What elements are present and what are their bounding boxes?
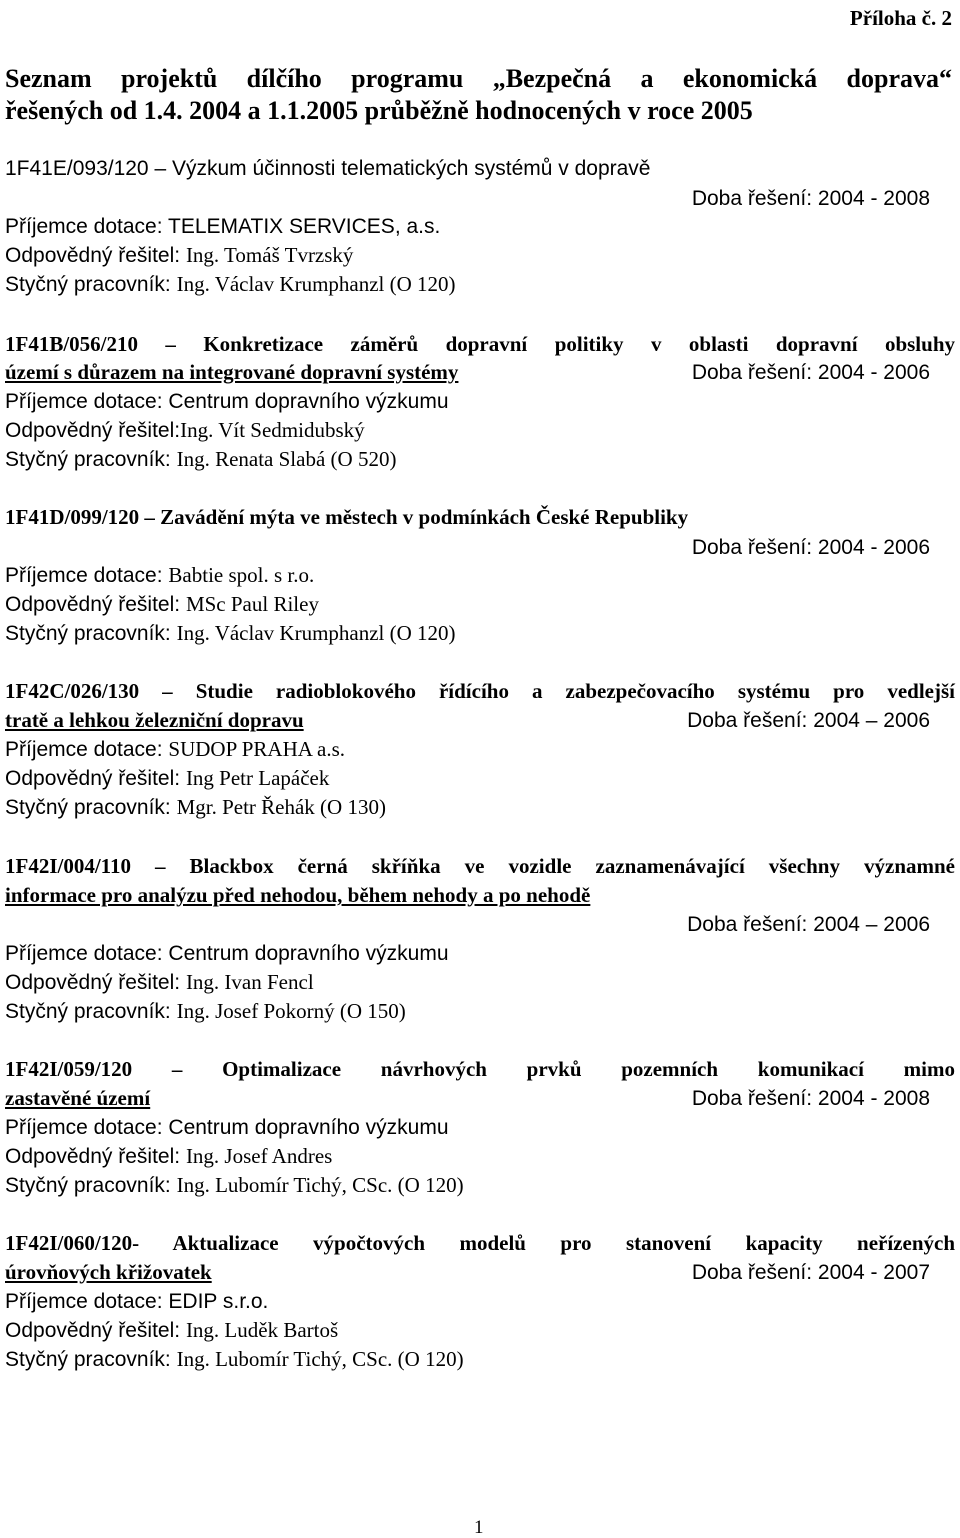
- project-recipient: [5, 565, 314, 586]
- project-title-line1: 1F42I/004/110 – Blackbox černá skříňka ve vozidle zaznamenávající všechny významné: [5, 854, 955, 878]
- project-period: Doba řešení: 2004 – 2006: [687, 709, 930, 732]
- project-recipient: [5, 216, 440, 237]
- investigator-label: Odpovědný řešitel:: [5, 244, 186, 267]
- recipient-value: TELEMATIX SERVICES, a.s.: [168, 215, 441, 238]
- project-code-title: 1F41E/093/120 – Výzkum účinnosti telematických systémů v dopravě: [5, 157, 651, 180]
- project-recipient: [5, 739, 345, 760]
- recipient-label: Příjemce dotace:: [5, 1290, 169, 1313]
- project-contact: [5, 1175, 464, 1196]
- contact-value: Ing. Renata Slabá (O 520): [176, 447, 397, 471]
- project-title-line2: úrovňových křižovatek: [5, 1260, 212, 1284]
- investigator-label: Odpovědný řešitel:: [5, 419, 181, 442]
- recipient-label: Příjemce dotace:: [5, 390, 169, 413]
- project-investigator: [5, 420, 365, 441]
- investigator-value: Ing Petr Lapáček: [185, 766, 330, 790]
- recipient-value: Centrum dopravního výzkumu: [168, 390, 449, 413]
- investigator-value: Ing. Ivan Fencl: [185, 970, 314, 994]
- recipient-value: SUDOP PRAHA a.s.: [168, 737, 345, 761]
- contact-label: Styčný pracovník:: [5, 1348, 177, 1371]
- project-title: 1F41D/099/120 – Zavádění mýta ve městech v podmínkách České Republiky: [5, 505, 689, 529]
- project-title-line1: 1F42I/060/120- Aktualizace výpočtových modelů pro stanovení kapacity neřízených: [5, 1231, 955, 1255]
- project-title-line1: 1F42I/059/120 – Optimalizace návrhových prvků pozemních komunikací mimo: [5, 1057, 955, 1081]
- contact-label: Styčný pracovník:: [5, 273, 177, 296]
- recipient-value: Babtie spol. s r.o.: [168, 563, 315, 587]
- project-title-row: [5, 362, 930, 383]
- page-title-line1: Seznam projektů dílčího programu „Bezpečná a ekonomická doprava“: [5, 64, 952, 93]
- investigator-value: MSc Paul Riley: [185, 592, 319, 616]
- project-title-line2: informace pro analýzu před nehodou, během nehody a po nehodě: [5, 883, 591, 907]
- project-investigator: [5, 972, 314, 993]
- contact-label: Styčný pracovník:: [5, 622, 177, 645]
- project-recipient: [5, 391, 449, 412]
- recipient-label: Příjemce dotace:: [5, 564, 169, 587]
- project-investigator: [5, 594, 319, 615]
- project-period: Doba řešení: 2004 - 2008: [691, 1087, 930, 1110]
- investigator-value: Ing. Vít Sedmidubský: [180, 418, 365, 442]
- investigator-label: Odpovědný řešitel:: [5, 1145, 186, 1168]
- project-recipient: [5, 1117, 449, 1138]
- project-title-row: [5, 1262, 930, 1283]
- contact-value: Mgr. Petr Řehák (O 130): [176, 795, 386, 819]
- contact-value: Ing. Lubomír Tichý, CSc. (O 120): [176, 1347, 464, 1371]
- project-period: Doba řešení: 2004 - 2006: [691, 536, 930, 559]
- contact-value: Ing. Václav Krumphanzl (O 120): [176, 621, 456, 645]
- project-contact: [5, 1349, 464, 1370]
- investigator-label: Odpovědný řešitel:: [5, 767, 186, 790]
- project-contact: [5, 797, 386, 818]
- contact-label: Styčný pracovník:: [5, 1000, 177, 1023]
- project-investigator: [5, 768, 329, 789]
- contact-value: Ing. Václav Krumphanzl (O 120): [176, 272, 456, 296]
- project-title-line2: zastavěné území: [5, 1086, 151, 1110]
- contact-label: Styčný pracovník:: [5, 796, 177, 819]
- contact-label: Styčný pracovník:: [5, 448, 177, 471]
- investigator-value: Ing. Tomáš Tvrzský: [185, 243, 354, 267]
- project-investigator: [5, 245, 353, 266]
- recipient-label: Příjemce dotace:: [5, 738, 169, 761]
- project-recipient: [5, 1291, 268, 1312]
- recipient-label: Příjemce dotace:: [5, 942, 169, 965]
- page-title-line2: řešených od 1.4. 2004 a 1.1.2005 průběžně hodnocených v roce 2005: [5, 96, 753, 125]
- project-title-row: [5, 710, 930, 731]
- project-investigator: [5, 1320, 338, 1341]
- project-period: Doba řešení: 2004 - 2008: [691, 187, 930, 210]
- recipient-value: Centrum dopravního výzkumu: [168, 1116, 449, 1139]
- project-contact: [5, 623, 456, 644]
- recipient-label: Příjemce dotace:: [5, 215, 169, 238]
- project-title: [5, 158, 650, 179]
- project-title-row: [5, 1088, 930, 1109]
- project-period: Doba řešení: 2004 - 2006: [691, 361, 930, 384]
- project-title-line1: 1F41B/056/210 – Konkretizace záměrů dopravní politiky v oblasti dopravní obsluhy: [5, 332, 955, 356]
- investigator-value: Ing. Josef Andres: [185, 1144, 333, 1168]
- project-contact: [5, 274, 456, 295]
- investigator-label: Odpovědný řešitel:: [5, 593, 186, 616]
- investigator-value: Ing. Luděk Bartoš: [185, 1318, 339, 1342]
- investigator-label: Odpovědný řešitel:: [5, 1319, 186, 1342]
- project-period: Doba řešení: 2004 - 2007: [691, 1261, 930, 1284]
- recipient-value: EDIP s.r.o.: [168, 1290, 269, 1313]
- investigator-label: Odpovědný řešitel:: [5, 971, 186, 994]
- page-number: 1: [474, 1517, 484, 1538]
- project-title-line1: 1F42C/026/130 – Studie radioblokového řídícího a zabezpečovacího systému pro vedlejší: [5, 679, 955, 703]
- recipient-value: Centrum dopravního výzkumu: [168, 942, 449, 965]
- contact-value: Ing. Lubomír Tichý, CSc. (O 120): [176, 1173, 464, 1197]
- annex-label: Příloha č. 2: [849, 6, 952, 30]
- project-period: Doba řešení: 2004 – 2006: [687, 913, 930, 936]
- project-investigator: [5, 1146, 332, 1167]
- project-recipient: [5, 943, 449, 964]
- recipient-label: Příjemce dotace:: [5, 1116, 169, 1139]
- contact-value: Ing. Josef Pokorný (O 150): [176, 999, 406, 1023]
- project-contact: [5, 449, 396, 470]
- contact-label: Styčný pracovník:: [5, 1174, 177, 1197]
- project-title-line2: tratě a lehkou železniční dopravu: [5, 708, 304, 732]
- project-contact: [5, 1001, 406, 1022]
- project-title-line2: území s důrazem na integrované dopravní systémy: [5, 360, 459, 384]
